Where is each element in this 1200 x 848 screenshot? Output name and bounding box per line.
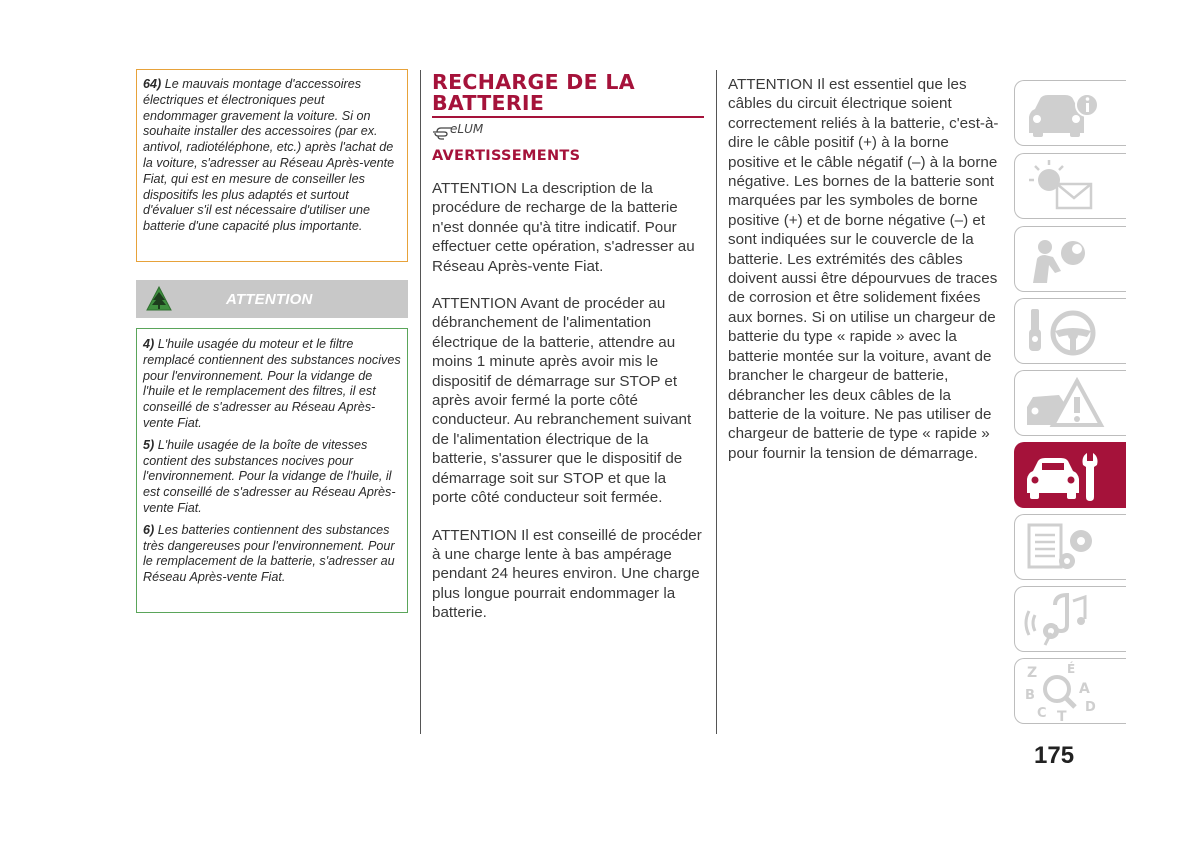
paragraph: ATTENTION Il est conseillé de procéder à une charge lente à bas ampérage pendant 24 heures environ. Une charge plus longue pourrait endommager la batterie. xyxy=(432,526,702,622)
note-number: 5) xyxy=(143,437,155,452)
note-item xyxy=(143,337,402,432)
tab-dashboard[interactable] xyxy=(1014,153,1126,219)
note-item xyxy=(143,438,402,517)
elum-label: eLUM xyxy=(450,122,484,136)
paragraph: ATTENTION La description de la procédure de recharge de la batterie n'est donnée qu'à titre indicatif. Pour effectuer cette opération, s'adresser au Réseau Après-vente Fiat. xyxy=(432,180,695,275)
specs-gears-icon xyxy=(1015,515,1127,581)
note-text: L'huile usagée du moteur et le filtre remplacé contiennent des substances nocives pour l'environnement. Pour la vidange de l'huile et le remplacement des filtres, il est conseillé de s'adresser au Réseau Après-vente Fiat. xyxy=(143,337,401,430)
column2-body xyxy=(432,179,704,641)
tab-emergency[interactable] xyxy=(1014,370,1126,436)
note-number: 6) xyxy=(143,522,155,537)
index-letter: D xyxy=(1085,700,1096,715)
alphabetical-index-icon xyxy=(1015,659,1127,725)
paragraph: ATTENTION Il est essentiel que les câbles du circuit électrique soient correctement reliés à la batterie, c'est-à-dire le câble positif (+) à la borne positive et le câble négatif (–) à la borne négative. Les bornes de la batterie sont marquées par les symboles de borne positive (+) et de borne négative (–) et sont indiquées sur le couvercle de la batterie. Les extrémités des câbles doivent aussi être dépourvues de traces de corrosion et être solidement fixées aux bornes. Si on utilise un chargeur de batterie du type « rapide » avec la batterie montée sur la voiture, avant de brancher le chargeur de batterie, débrancher les deux câbles de la batterie de la voiture. Ne pas utiliser de chargeur de batterie de type « rapide » pour fournir la tension de démarrage. xyxy=(728,76,999,462)
section-title xyxy=(432,72,704,114)
dashboard-lights-message-icon xyxy=(1015,154,1127,220)
note-text: Les batteries contiennent des substances très dangereuses pour l'environnement. Pour le remplacement de la batterie, s'adresser au Réseau Après-vente Fiat. xyxy=(143,522,395,585)
tab-index[interactable] xyxy=(1014,658,1126,724)
environment-notes-box xyxy=(136,328,408,613)
title-rule xyxy=(432,116,704,118)
index-letter: B xyxy=(1025,688,1035,703)
tab-safety[interactable] xyxy=(1014,226,1126,292)
tab-technical-data[interactable] xyxy=(1014,514,1126,580)
note-text: Le mauvais montage d'accessoires électriques et électroniques peut endommager gravement la voiture. Si on souhaite installer des accessoires (par ex. antivol, radiotéléphone, etc.) après l'achat de la voiture, s'adresser au Réseau Après-vente Fiat, qui est en mesure de conseiller les dispositifs les plus adaptés et surtout d'évaluer s'il est nécessaire d'utiliser une batterie d'une capacité plus importante. xyxy=(143,77,395,234)
environment-tree-icon xyxy=(146,286,172,312)
note-64 xyxy=(143,77,402,235)
index-letter: T xyxy=(1057,709,1067,725)
column3-body xyxy=(728,75,1003,481)
note-box-64 xyxy=(136,69,408,262)
key-steering-wheel-icon xyxy=(1015,299,1127,365)
tab-maintenance[interactable] xyxy=(1014,442,1126,508)
attention-label: ATTENTION xyxy=(226,291,313,308)
tab-starting-driving[interactable] xyxy=(1014,298,1126,364)
column-divider xyxy=(420,70,421,734)
paragraph: ATTENTION Avant de procéder au débranchement de l'alimentation électrique de la batterie, attendre au moins 1 minute après avoir mis le dispositif de démarrage sur STOP et après avoir fermé la porte côté conducteur. Au rebranchement suivant de l'alimentation électrique de la batterie, s'assurer que le dispositif de démarrage soit sur STOP et que la porte côté conducteur soit fermée. xyxy=(432,295,692,507)
attention-bar xyxy=(136,280,408,318)
column-divider xyxy=(716,70,717,734)
index-letter: É xyxy=(1067,662,1076,676)
section-title-line2: BATTERIE xyxy=(432,91,545,115)
multimedia-icon xyxy=(1015,587,1127,653)
page-number: 175 xyxy=(1034,742,1075,769)
safety-airbag-icon xyxy=(1015,227,1127,293)
note-item xyxy=(143,523,402,586)
elum-badge xyxy=(432,120,492,142)
index-letter: C xyxy=(1037,706,1047,721)
note-number: 64) xyxy=(143,77,162,91)
subheading: AVERTISSEMENTS xyxy=(432,148,581,164)
car-warning-triangle-icon xyxy=(1015,371,1127,437)
index-letter: Z xyxy=(1027,665,1038,681)
note-text: L'huile usagée de la boîte de vitesses contient des substances nocives pour l'environnement. Pour la vidange de l'huile, il est conseillé de s'adresser au Réseau Après-vente Fiat. xyxy=(143,437,396,515)
section-title-line1: RECHARGE DE LA xyxy=(432,70,635,94)
index-letter: A xyxy=(1079,681,1090,697)
car-info-icon xyxy=(1015,81,1127,147)
note-number: 4) xyxy=(143,337,155,351)
tab-multimedia[interactable] xyxy=(1014,586,1126,652)
tab-car-info[interactable] xyxy=(1014,80,1126,146)
car-wrench-icon xyxy=(1015,443,1127,509)
